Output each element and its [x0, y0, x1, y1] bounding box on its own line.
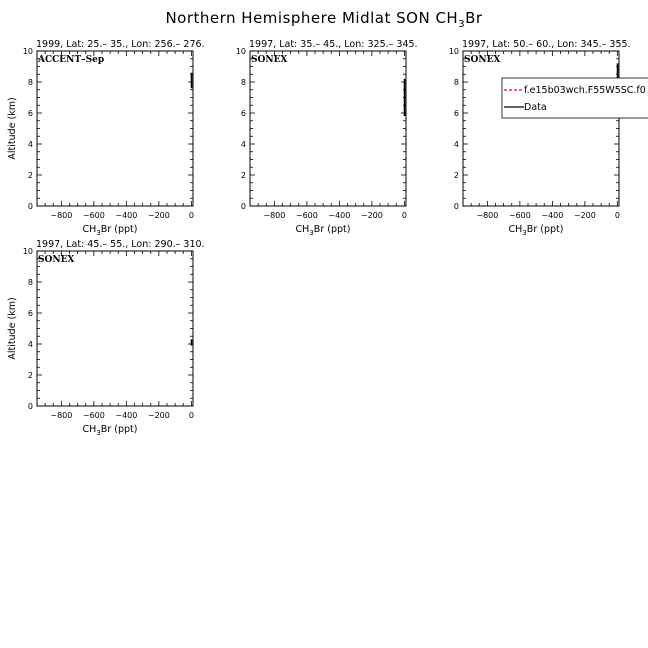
legend-label: f.e15b03wch.F55W5SC.f0	[524, 85, 646, 96]
x-tick-label: −600	[508, 211, 531, 220]
y-tick-label: 10	[22, 247, 33, 256]
panel-4	[7, 239, 205, 437]
y-tick-label: 6	[27, 309, 33, 318]
legend-label: Data	[524, 102, 547, 113]
y-tick-label: 2	[27, 371, 33, 380]
y-tick-label: 0	[27, 402, 33, 411]
x-tick-label: −200	[360, 211, 383, 220]
y-tick-label: 0	[453, 202, 459, 211]
panels-group	[7, 39, 648, 437]
x-axis-label	[83, 424, 138, 437]
x-axis-label	[509, 224, 564, 237]
x-axis-label-tail: Br (ppt)	[100, 424, 138, 435]
figure-title-main: Northern Hemisphere Midlat SON CH	[165, 9, 459, 27]
x-tick-label: −600	[295, 211, 318, 220]
figure-title-sub: 3	[458, 19, 466, 30]
x-axis-label-tail: Br (ppt)	[526, 224, 564, 235]
x-tick-label: −800	[50, 411, 73, 420]
x-axis-label	[83, 224, 138, 237]
x-axis-label-tail: Br (ppt)	[313, 224, 351, 235]
x-tick-label: 0	[614, 211, 620, 220]
figure-title-tail: Br	[465, 9, 483, 27]
y-tick-label: 10	[22, 47, 33, 56]
plot-frame	[37, 51, 193, 206]
y-tick-label: 2	[240, 171, 246, 180]
x-tick-label: −200	[147, 211, 170, 220]
plot-frame	[37, 251, 193, 406]
campaign-label: SONEX	[251, 55, 288, 65]
x-tick-label: −400	[115, 411, 138, 420]
y-tick-label: 10	[235, 47, 246, 56]
y-tick-label: 0	[240, 202, 246, 211]
x-tick-label: −400	[115, 211, 138, 220]
x-tick-label: −200	[573, 211, 596, 220]
panel-title: 1997, Lat: 50.– 60., Lon: 345.– 355.	[462, 39, 631, 50]
x-tick-label: 0	[188, 411, 194, 420]
x-tick-label: −800	[263, 211, 286, 220]
x-axis-label-main: CH	[82, 224, 97, 235]
y-tick-label: 6	[27, 109, 33, 118]
y-tick-label: 8	[453, 78, 459, 87]
x-axis-label-sub: 3	[96, 229, 101, 237]
y-tick-label: 4	[453, 140, 459, 149]
y-tick-label: 4	[27, 140, 33, 149]
panel-title: 1999, Lat: 25.– 35., Lon: 256.– 276.	[36, 39, 205, 50]
y-axis-label: Altitude (km)	[7, 97, 18, 160]
panel-1	[7, 39, 205, 237]
x-axis-label-sub: 3	[309, 229, 314, 237]
y-tick-label: 2	[27, 171, 33, 180]
panel-title: 1997, Lat: 35.– 45., Lon: 325.– 345.	[249, 39, 418, 50]
y-tick-label: 6	[453, 109, 459, 118]
campaign-label: SONEX	[38, 255, 75, 265]
x-axis-label-main: CH	[82, 424, 97, 435]
y-tick-label: 4	[27, 340, 33, 349]
legend	[502, 78, 648, 118]
x-axis-label-main: CH	[295, 224, 310, 235]
y-axis-label: Altitude (km)	[7, 297, 18, 360]
x-tick-label: 0	[188, 211, 194, 220]
campaign-label: ACCENT–Sep	[38, 55, 105, 65]
y-tick-label: 10	[448, 47, 459, 56]
x-axis-label	[296, 224, 351, 237]
x-tick-label: −800	[476, 211, 499, 220]
y-tick-label: 2	[453, 171, 459, 180]
x-tick-label: −600	[82, 211, 105, 220]
x-tick-label: −800	[50, 211, 73, 220]
panel-2	[236, 39, 418, 237]
y-tick-label: 6	[240, 109, 246, 118]
x-tick-label: −400	[541, 211, 564, 220]
x-tick-label: −200	[147, 411, 170, 420]
panel-title: 1997, Lat: 45.– 55., Lon: 290.– 310.	[36, 239, 205, 250]
campaign-label: SONEX	[464, 55, 501, 65]
x-axis-label-sub: 3	[96, 429, 101, 437]
plot-frame	[250, 51, 406, 206]
y-tick-label: 8	[27, 78, 33, 87]
x-tick-label: −400	[328, 211, 351, 220]
x-tick-label: 0	[401, 211, 407, 220]
x-axis-label-tail: Br (ppt)	[100, 224, 138, 235]
x-tick-label: −600	[82, 411, 105, 420]
y-tick-label: 8	[240, 78, 246, 87]
y-tick-label: 0	[27, 202, 33, 211]
panel-3	[449, 39, 648, 237]
figure-title	[165, 9, 482, 30]
plot-frame	[463, 51, 619, 206]
y-tick-label: 4	[240, 140, 246, 149]
y-tick-label: 8	[27, 278, 33, 287]
x-axis-label-main: CH	[508, 224, 523, 235]
x-axis-label-sub: 3	[522, 229, 527, 237]
